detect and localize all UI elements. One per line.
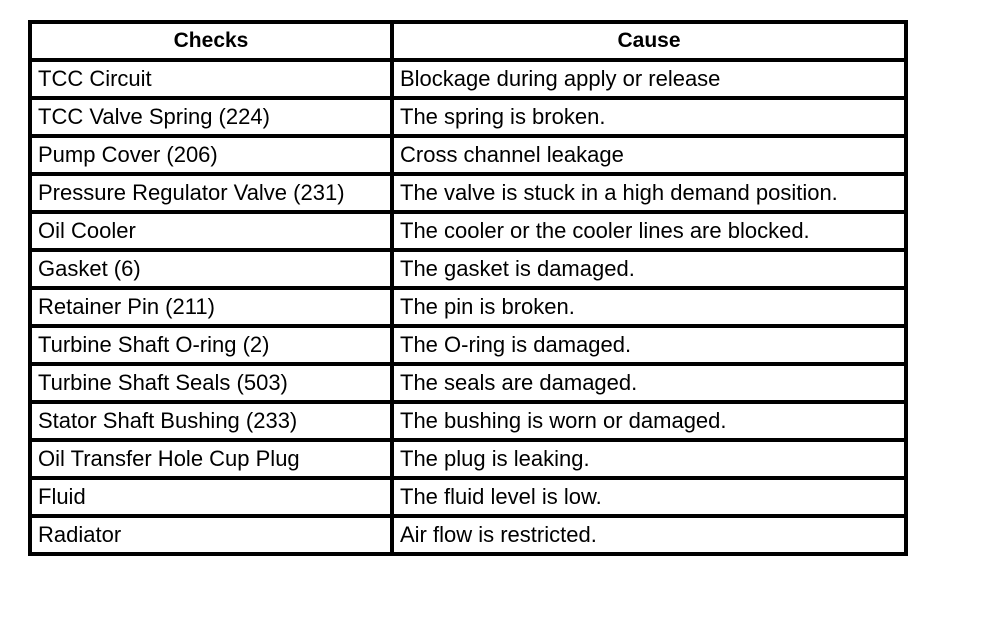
table-row <box>30 174 906 212</box>
check-cell: Turbine Shaft O-ring (2) <box>30 326 392 364</box>
table-row <box>30 60 906 98</box>
check-cell: Pump Cover (206) <box>30 136 392 174</box>
table-header-row <box>30 22 906 60</box>
check-cell: Stator Shaft Bushing (233) <box>30 402 392 440</box>
cause-cell: The gasket is damaged. <box>392 250 906 288</box>
check-cell: TCC Valve Spring (224) <box>30 98 392 136</box>
cause-cell: The pin is broken. <box>392 288 906 326</box>
cause-cell: The plug is leaking. <box>392 440 906 478</box>
table-row <box>30 326 906 364</box>
table-row <box>30 516 906 554</box>
table-row <box>30 402 906 440</box>
cause-cell: The valve is stuck in a high demand position. <box>392 174 906 212</box>
check-cell: Gasket (6) <box>30 250 392 288</box>
cause-cell: The O-ring is damaged. <box>392 326 906 364</box>
table-row <box>30 136 906 174</box>
check-cell: Retainer Pin (211) <box>30 288 392 326</box>
table-row <box>30 98 906 136</box>
cause-cell: The spring is broken. <box>392 98 906 136</box>
cause-cell: Blockage during apply or release <box>392 60 906 98</box>
table-row <box>30 364 906 402</box>
column-header-cause: Cause <box>392 22 906 60</box>
cause-cell: Cross channel leakage <box>392 136 906 174</box>
table-row <box>30 288 906 326</box>
cause-cell: The seals are damaged. <box>392 364 906 402</box>
cause-cell: Air flow is restricted. <box>392 516 906 554</box>
cause-cell: The cooler or the cooler lines are blocked. <box>392 212 906 250</box>
cause-cell: The bushing is worn or damaged. <box>392 402 906 440</box>
checks-causes-table-container <box>28 20 908 556</box>
column-header-checks: Checks <box>30 22 392 60</box>
check-cell: Fluid <box>30 478 392 516</box>
table-row <box>30 440 906 478</box>
check-cell: Oil Transfer Hole Cup Plug <box>30 440 392 478</box>
table-row <box>30 478 906 516</box>
checks-causes-table <box>28 20 908 556</box>
table-row <box>30 250 906 288</box>
table-row <box>30 212 906 250</box>
check-cell: Radiator <box>30 516 392 554</box>
check-cell: TCC Circuit <box>30 60 392 98</box>
cause-cell: The fluid level is low. <box>392 478 906 516</box>
check-cell: Oil Cooler <box>30 212 392 250</box>
check-cell: Turbine Shaft Seals (503) <box>30 364 392 402</box>
check-cell: Pressure Regulator Valve (231) <box>30 174 392 212</box>
